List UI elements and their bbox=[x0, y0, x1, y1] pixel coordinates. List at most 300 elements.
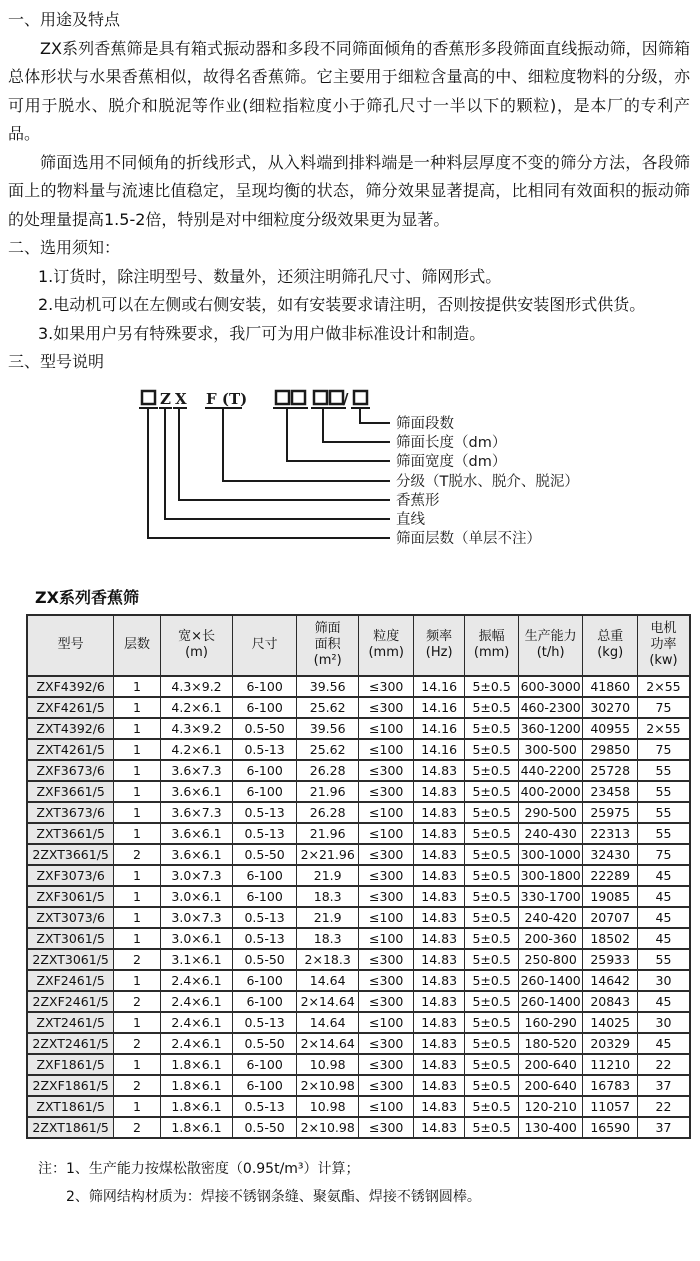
spec-cell: 5±0.5 bbox=[465, 991, 518, 1012]
spec-cell: 37 bbox=[637, 1117, 690, 1138]
model-cell: 2ZXT1861/5 bbox=[27, 1117, 114, 1138]
diagram-label-banana: 香蕉形 bbox=[396, 492, 440, 509]
spec-cell: 1 bbox=[114, 760, 160, 781]
symbol-z: Z bbox=[160, 389, 171, 408]
spec-cell: 21.96 bbox=[296, 823, 359, 844]
section1-paragraph-1: ZX系列香蕉筛是具有箱式振动器和多段不同筛面倾角的香蕉形多段筛面直线振动筛，因筛箱总体形状与水果香蕉相似，故得名香蕉筛。它主要用于细粒含量高的中、细粒度物料的分级，亦可用于脱水、脱介和脱泥等作业(细粒指粒度小于筛孔尺寸一半以下的颗粒)，是本厂的专利产品。 bbox=[8, 38, 690, 143]
spec-cell: 0.5-13 bbox=[233, 739, 297, 760]
spec-cell: 11057 bbox=[583, 1096, 637, 1117]
model-cell: ZXF3073/6 bbox=[27, 865, 114, 886]
spec-cell: 22 bbox=[637, 1054, 690, 1075]
spec-cell: 5±0.5 bbox=[465, 823, 518, 844]
spec-cell: 6-100 bbox=[233, 1054, 297, 1075]
spec-cell: 300-500 bbox=[518, 739, 583, 760]
spec-cell: 2×10.98 bbox=[296, 1075, 359, 1096]
spec-cell: 14.83 bbox=[413, 928, 464, 949]
spec-cell: 400-2000 bbox=[518, 781, 583, 802]
spec-cell: 21.96 bbox=[296, 781, 359, 802]
column-header: 尺寸 bbox=[233, 615, 297, 676]
spec-cell: 14.83 bbox=[413, 1117, 464, 1138]
spec-cell: 75 bbox=[637, 844, 690, 865]
column-header: 宽×长 (m) bbox=[160, 615, 233, 676]
spec-cell: 41860 bbox=[583, 676, 637, 697]
spec-cell: 0.5-50 bbox=[233, 1033, 297, 1054]
table-row bbox=[27, 1012, 690, 1033]
column-header: 层数 bbox=[114, 615, 160, 676]
spec-cell: 14.83 bbox=[413, 823, 464, 844]
section2-item-2: 2.电动机可以在左侧或右侧安装，如有安装要求请注明，否则按提供安装图形式供货。 bbox=[38, 295, 646, 314]
spec-cell: 1 bbox=[114, 676, 160, 697]
spec-cell: 14.83 bbox=[413, 760, 464, 781]
spec-cell: 1 bbox=[114, 781, 160, 802]
spec-cell: 40955 bbox=[583, 718, 637, 739]
spec-cell: 11210 bbox=[583, 1054, 637, 1075]
spec-cell: 6-100 bbox=[233, 970, 297, 991]
diagram-label-segments: 筛面段数 bbox=[396, 415, 454, 432]
model-cell: 2ZXT2461/5 bbox=[27, 1033, 114, 1054]
table-row bbox=[27, 823, 690, 844]
table-row bbox=[27, 928, 690, 949]
spec-cell: 1 bbox=[114, 1012, 160, 1033]
spec-cell: 160-290 bbox=[518, 1012, 583, 1033]
spec-cell: 5±0.5 bbox=[465, 802, 518, 823]
spec-cell: 14.16 bbox=[413, 739, 464, 760]
spec-cell: 300-1000 bbox=[518, 844, 583, 865]
spec-cell: 1 bbox=[114, 928, 160, 949]
spec-cell: 25728 bbox=[583, 760, 637, 781]
spec-cell: 5±0.5 bbox=[465, 739, 518, 760]
spec-cell: 4.3×9.2 bbox=[160, 718, 233, 739]
spec-cell: 0.5-13 bbox=[233, 928, 297, 949]
spec-cell: 45 bbox=[637, 928, 690, 949]
spec-cell: 1 bbox=[114, 823, 160, 844]
width-box-2 bbox=[292, 391, 305, 404]
spec-cell: 0.5-13 bbox=[233, 1012, 297, 1033]
spec-cell: 2 bbox=[114, 1117, 160, 1138]
spec-cell: 130-400 bbox=[518, 1117, 583, 1138]
spec-cell: ≤300 bbox=[359, 1033, 413, 1054]
symbol-slash: / bbox=[343, 389, 349, 408]
table-row bbox=[27, 1096, 690, 1117]
spec-cell: 14.16 bbox=[413, 718, 464, 739]
spec-cell: 360-1200 bbox=[518, 718, 583, 739]
spec-cell: 2.4×6.1 bbox=[160, 1033, 233, 1054]
spec-cell: 14.83 bbox=[413, 1075, 464, 1096]
spec-cell: 3.0×7.3 bbox=[160, 865, 233, 886]
section2-item-1: 1.订货时，除注明型号、数量外，还须注明筛孔尺寸、筛网形式。 bbox=[38, 266, 502, 286]
spec-cell: 3.1×6.1 bbox=[160, 949, 233, 970]
spec-cell: 1 bbox=[114, 697, 160, 718]
spec-cell: 6-100 bbox=[233, 781, 297, 802]
spec-cell: 5±0.5 bbox=[465, 697, 518, 718]
column-header: 粒度 (mm) bbox=[359, 615, 413, 676]
spec-cell: 2×18.3 bbox=[296, 949, 359, 970]
model-cell: 2ZXT3661/5 bbox=[27, 844, 114, 865]
model-cell: ZXF3661/5 bbox=[27, 781, 114, 802]
spec-cell: 18502 bbox=[583, 928, 637, 949]
spec-cell: 0.5-50 bbox=[233, 718, 297, 739]
spec-cell: 2×55 bbox=[637, 676, 690, 697]
spec-cell: 3.0×6.1 bbox=[160, 886, 233, 907]
spec-cell: 1 bbox=[114, 886, 160, 907]
spec-cell: 240-430 bbox=[518, 823, 583, 844]
spec-cell: 0.5-50 bbox=[233, 1117, 297, 1138]
model-cell: ZXF4261/5 bbox=[27, 697, 114, 718]
spec-cell: 0.5-50 bbox=[233, 844, 297, 865]
spec-cell: 6-100 bbox=[233, 1075, 297, 1096]
spec-table-header bbox=[27, 615, 690, 676]
note-item-2: 2、筛网结构材质为：焊接不锈钢条缝、聚氨酯、焊接不锈钢圆棒。 bbox=[66, 1188, 481, 1205]
spec-cell: 1 bbox=[114, 718, 160, 739]
symbol-x: X bbox=[175, 389, 187, 408]
spec-cell: 2×14.64 bbox=[296, 991, 359, 1012]
model-cell: ZXF3061/5 bbox=[27, 886, 114, 907]
spec-cell: 14.64 bbox=[296, 970, 359, 991]
spec-cell: ≤300 bbox=[359, 949, 413, 970]
spec-cell: 200-640 bbox=[518, 1054, 583, 1075]
table-row bbox=[27, 970, 690, 991]
spec-cell: 21.9 bbox=[296, 865, 359, 886]
spec-cell: 14.83 bbox=[413, 886, 464, 907]
spec-cell: 26.28 bbox=[296, 802, 359, 823]
spec-cell: 5±0.5 bbox=[465, 886, 518, 907]
spec-cell: 14.83 bbox=[413, 1096, 464, 1117]
spec-cell: ≤300 bbox=[359, 697, 413, 718]
column-header: 电机 功率 (kw) bbox=[637, 615, 690, 676]
column-header: 振幅 (mm) bbox=[465, 615, 518, 676]
spec-cell: 20707 bbox=[583, 907, 637, 928]
spec-cell: 14.83 bbox=[413, 802, 464, 823]
spec-cell: 14.83 bbox=[413, 781, 464, 802]
spec-cell: 20329 bbox=[583, 1033, 637, 1054]
spec-cell: 200-640 bbox=[518, 1075, 583, 1096]
model-cell: 2ZXT3061/5 bbox=[27, 949, 114, 970]
spec-cell: 5±0.5 bbox=[465, 1117, 518, 1138]
spec-cell: 45 bbox=[637, 865, 690, 886]
spec-cell: ≤300 bbox=[359, 844, 413, 865]
spec-cell: 5±0.5 bbox=[465, 907, 518, 928]
table-row bbox=[27, 865, 690, 886]
spec-cell: 1 bbox=[114, 1054, 160, 1075]
spec-cell: 2 bbox=[114, 1033, 160, 1054]
spec-cell: 75 bbox=[637, 739, 690, 760]
spec-cell: 5±0.5 bbox=[465, 865, 518, 886]
spec-cell: 23458 bbox=[583, 781, 637, 802]
spec-cell: 20843 bbox=[583, 991, 637, 1012]
spec-cell: 18.3 bbox=[296, 928, 359, 949]
section2-item-3: 3.如果用户另有特殊要求，我厂可为用户做非标准设计和制造。 bbox=[38, 323, 486, 343]
spec-cell: ≤300 bbox=[359, 781, 413, 802]
spec-cell: 4.3×9.2 bbox=[160, 676, 233, 697]
spec-cell: ≤100 bbox=[359, 928, 413, 949]
model-number-diagram-svg bbox=[8, 381, 692, 559]
model-cell: ZXF4392/6 bbox=[27, 676, 114, 697]
spec-cell: 45 bbox=[637, 1033, 690, 1054]
spec-cell: ≤100 bbox=[359, 739, 413, 760]
spec-cell: 3.6×6.1 bbox=[160, 781, 233, 802]
model-cell: ZXF1861/5 bbox=[27, 1054, 114, 1075]
spec-cell: 6-100 bbox=[233, 886, 297, 907]
spec-cell: 5±0.5 bbox=[465, 844, 518, 865]
spec-cell: 600-3000 bbox=[518, 676, 583, 697]
table-row bbox=[27, 697, 690, 718]
spec-cell: 75 bbox=[637, 697, 690, 718]
section1-heading: 一、用途及特点 bbox=[8, 10, 121, 29]
spec-cell: 14.83 bbox=[413, 970, 464, 991]
spec-cell: 16590 bbox=[583, 1117, 637, 1138]
spec-cell: 2.4×6.1 bbox=[160, 970, 233, 991]
spec-cell: ≤100 bbox=[359, 802, 413, 823]
table-row bbox=[27, 949, 690, 970]
spec-cell: 1 bbox=[114, 739, 160, 760]
spec-cell: 0.5-50 bbox=[233, 949, 297, 970]
spec-cell: 1.8×6.1 bbox=[160, 1075, 233, 1096]
spec-cell: 2.4×6.1 bbox=[160, 1012, 233, 1033]
spec-cell: 440-2200 bbox=[518, 760, 583, 781]
spec-cell: 5±0.5 bbox=[465, 1012, 518, 1033]
model-cell: ZXT3061/5 bbox=[27, 928, 114, 949]
spec-cell: 14.83 bbox=[413, 991, 464, 1012]
spec-cell: 3.6×6.1 bbox=[160, 823, 233, 844]
spec-cell: 14025 bbox=[583, 1012, 637, 1033]
length-box-1 bbox=[314, 391, 327, 404]
spec-cell: ≤100 bbox=[359, 1012, 413, 1033]
spec-cell: 250-800 bbox=[518, 949, 583, 970]
spec-cell: 1 bbox=[114, 865, 160, 886]
table-row bbox=[27, 739, 690, 760]
spec-cell: 25933 bbox=[583, 949, 637, 970]
spec-cell: 3.6×7.3 bbox=[160, 760, 233, 781]
spec-cell: 2.4×6.1 bbox=[160, 991, 233, 1012]
spec-cell: 5±0.5 bbox=[465, 760, 518, 781]
diagram-label-linear: 直线 bbox=[396, 511, 425, 528]
spec-cell: 2×10.98 bbox=[296, 1117, 359, 1138]
spec-cell: 16783 bbox=[583, 1075, 637, 1096]
spec-cell: 3.6×7.3 bbox=[160, 802, 233, 823]
spec-cell: 1.8×6.1 bbox=[160, 1117, 233, 1138]
spec-cell: 5±0.5 bbox=[465, 949, 518, 970]
spec-table bbox=[26, 614, 691, 1139]
spec-cell: 10.98 bbox=[296, 1054, 359, 1075]
notes-prefix: 注： bbox=[38, 1160, 66, 1177]
model-cell: 2ZXF1861/5 bbox=[27, 1075, 114, 1096]
table-row bbox=[27, 907, 690, 928]
model-cell: ZXT3673/6 bbox=[27, 802, 114, 823]
spec-cell: 460-2300 bbox=[518, 697, 583, 718]
spec-cell: 55 bbox=[637, 802, 690, 823]
spec-cell: ≤300 bbox=[359, 970, 413, 991]
spec-cell: 14.83 bbox=[413, 865, 464, 886]
spec-cell: 25975 bbox=[583, 802, 637, 823]
spec-cell: 4.2×6.1 bbox=[160, 697, 233, 718]
spec-cell: 1.8×6.1 bbox=[160, 1054, 233, 1075]
spec-cell: 5±0.5 bbox=[465, 1054, 518, 1075]
column-header: 型号 bbox=[27, 615, 114, 676]
column-header: 频率 (Hz) bbox=[413, 615, 464, 676]
spec-cell: 39.56 bbox=[296, 676, 359, 697]
model-cell: ZXT3073/6 bbox=[27, 907, 114, 928]
spec-cell: ≤300 bbox=[359, 865, 413, 886]
model-cell: ZXF2461/5 bbox=[27, 970, 114, 991]
diagram-label-layers: 筛面层数（单层不注） bbox=[396, 530, 541, 547]
spec-cell: 2 bbox=[114, 1075, 160, 1096]
model-cell: ZXT4392/6 bbox=[27, 718, 114, 739]
spec-cell: 30 bbox=[637, 970, 690, 991]
spec-cell: 0.5-13 bbox=[233, 823, 297, 844]
spec-cell: 30270 bbox=[583, 697, 637, 718]
spec-cell: 2 bbox=[114, 991, 160, 1012]
spec-cell: 240-420 bbox=[518, 907, 583, 928]
spec-cell: 14.83 bbox=[413, 907, 464, 928]
spec-cell: ≤300 bbox=[359, 1075, 413, 1096]
spec-cell: 55 bbox=[637, 823, 690, 844]
spec-cell: 26.28 bbox=[296, 760, 359, 781]
spec-cell: 5±0.5 bbox=[465, 781, 518, 802]
column-header: 生产能力 (t/h) bbox=[518, 615, 583, 676]
model-cell: ZXT2461/5 bbox=[27, 1012, 114, 1033]
spec-cell: 1.8×6.1 bbox=[160, 1096, 233, 1117]
section1-paragraph-2: 筛面选用不同倾角的折线形式，从入料端到排料端是一种料层厚度不变的筛分方法，各段筛面上的物料量与流速比值稳定，呈现均衡的状态，筛分效果显著提高，比相同有效面积的振动筛的处理量提高1.5-2倍，特别是对中细粒度分级效果更为显著。 bbox=[8, 152, 690, 229]
spec-cell: 18.3 bbox=[296, 886, 359, 907]
spec-cell: 22289 bbox=[583, 865, 637, 886]
spec-cell: 45 bbox=[637, 907, 690, 928]
table-row bbox=[27, 1054, 690, 1075]
length-box-2 bbox=[330, 391, 343, 404]
spec-cell: 14.83 bbox=[413, 1033, 464, 1054]
spec-cell: 300-1800 bbox=[518, 865, 583, 886]
table-row bbox=[27, 676, 690, 697]
spec-cell: 2×14.64 bbox=[296, 1033, 359, 1054]
spec-cell: 120-210 bbox=[518, 1096, 583, 1117]
spec-cell: ≤300 bbox=[359, 1117, 413, 1138]
spec-cell: 6-100 bbox=[233, 697, 297, 718]
spec-cell: 14.83 bbox=[413, 1054, 464, 1075]
spec-cell: ≤300 bbox=[359, 760, 413, 781]
spec-cell: 22 bbox=[637, 1096, 690, 1117]
spec-cell: 200-360 bbox=[518, 928, 583, 949]
spec-cell: 1 bbox=[114, 907, 160, 928]
table-row bbox=[27, 718, 690, 739]
spec-table-body bbox=[27, 676, 690, 1138]
spec-cell: 2×21.96 bbox=[296, 844, 359, 865]
spec-cell: 6-100 bbox=[233, 865, 297, 886]
spec-cell: 5±0.5 bbox=[465, 676, 518, 697]
diagram-label-length: 筛面长度（dm） bbox=[396, 434, 507, 451]
note-item-1: 1、生产能力按煤松散密度（0.95t/m³）计算； bbox=[66, 1160, 360, 1177]
table-row bbox=[27, 802, 690, 823]
spec-cell: 37 bbox=[637, 1075, 690, 1096]
table-row bbox=[27, 844, 690, 865]
spec-cell: 32430 bbox=[583, 844, 637, 865]
spec-cell: 19085 bbox=[583, 886, 637, 907]
spec-cell: 5±0.5 bbox=[465, 718, 518, 739]
layer-count-box bbox=[142, 391, 155, 404]
spec-cell: ≤300 bbox=[359, 886, 413, 907]
spec-cell: 14.83 bbox=[413, 949, 464, 970]
spec-cell: 3.0×7.3 bbox=[160, 907, 233, 928]
spec-cell: 21.9 bbox=[296, 907, 359, 928]
spec-cell: ≤300 bbox=[359, 1054, 413, 1075]
column-header: 总重 (kg) bbox=[583, 615, 637, 676]
width-box-1 bbox=[276, 391, 289, 404]
model-cell: ZXT3661/5 bbox=[27, 823, 114, 844]
spec-cell: 45 bbox=[637, 991, 690, 1012]
spec-cell: 55 bbox=[637, 781, 690, 802]
spec-cell: 1 bbox=[114, 1096, 160, 1117]
model-cell: ZXT1861/5 bbox=[27, 1096, 114, 1117]
table-row bbox=[27, 991, 690, 1012]
spec-cell: 6-100 bbox=[233, 991, 297, 1012]
table-row bbox=[27, 1075, 690, 1096]
spec-cell: 3.0×6.1 bbox=[160, 928, 233, 949]
symbol-ft: F (T) bbox=[206, 389, 248, 408]
spec-cell: 1 bbox=[114, 802, 160, 823]
spec-cell: 5±0.5 bbox=[465, 928, 518, 949]
spec-cell: 330-1700 bbox=[518, 886, 583, 907]
model-cell: 2ZXF2461/5 bbox=[27, 991, 114, 1012]
spec-cell: 14.16 bbox=[413, 697, 464, 718]
table-row bbox=[27, 781, 690, 802]
spec-cell: 1 bbox=[114, 970, 160, 991]
spec-cell: ≤100 bbox=[359, 1096, 413, 1117]
table-notes bbox=[38, 1155, 692, 1211]
table-row bbox=[27, 1117, 690, 1138]
model-number-diagram bbox=[8, 381, 692, 559]
spec-cell: 5±0.5 bbox=[465, 1096, 518, 1117]
spec-cell: ≤300 bbox=[359, 676, 413, 697]
table-row bbox=[27, 886, 690, 907]
spec-cell: 5±0.5 bbox=[465, 970, 518, 991]
spec-cell: ≤100 bbox=[359, 907, 413, 928]
spec-cell: 260-1400 bbox=[518, 991, 583, 1012]
table-title: ZX系列香蕉筛 bbox=[35, 587, 139, 607]
spec-cell: 39.56 bbox=[296, 718, 359, 739]
table-row bbox=[27, 760, 690, 781]
spec-cell: ≤300 bbox=[359, 991, 413, 1012]
spec-cell: 2 bbox=[114, 844, 160, 865]
spec-cell: 0.5-13 bbox=[233, 1096, 297, 1117]
spec-cell: ≤100 bbox=[359, 823, 413, 844]
spec-cell: 25.62 bbox=[296, 739, 359, 760]
spec-cell: 5±0.5 bbox=[465, 1033, 518, 1054]
spec-cell: 0.5-13 bbox=[233, 907, 297, 928]
spec-cell: 14.83 bbox=[413, 844, 464, 865]
spec-cell: 4.2×6.1 bbox=[160, 739, 233, 760]
spec-cell: 180-520 bbox=[518, 1033, 583, 1054]
spec-cell: 30 bbox=[637, 1012, 690, 1033]
spec-cell: 55 bbox=[637, 760, 690, 781]
spec-cell: 2 bbox=[114, 949, 160, 970]
spec-cell: 25.62 bbox=[296, 697, 359, 718]
spec-cell: 6-100 bbox=[233, 676, 297, 697]
segment-count-box bbox=[354, 391, 367, 404]
column-header: 筛面 面积 (m²) bbox=[296, 615, 359, 676]
spec-cell: 260-1400 bbox=[518, 970, 583, 991]
diagram-label-width: 筛面宽度（dm） bbox=[396, 453, 507, 470]
section2-heading: 二、选用须知： bbox=[8, 238, 121, 257]
spec-cell: 5±0.5 bbox=[465, 1075, 518, 1096]
model-cell: ZXF3673/6 bbox=[27, 760, 114, 781]
table-row bbox=[27, 1033, 690, 1054]
spec-cell: 22313 bbox=[583, 823, 637, 844]
spec-cell: 0.5-13 bbox=[233, 802, 297, 823]
spec-cell: 10.98 bbox=[296, 1096, 359, 1117]
spec-cell: 14642 bbox=[583, 970, 637, 991]
spec-cell: 14.83 bbox=[413, 1012, 464, 1033]
model-cell: ZXT4261/5 bbox=[27, 739, 114, 760]
section3-heading: 三、型号说明 bbox=[8, 352, 105, 371]
spec-cell: 14.16 bbox=[413, 676, 464, 697]
